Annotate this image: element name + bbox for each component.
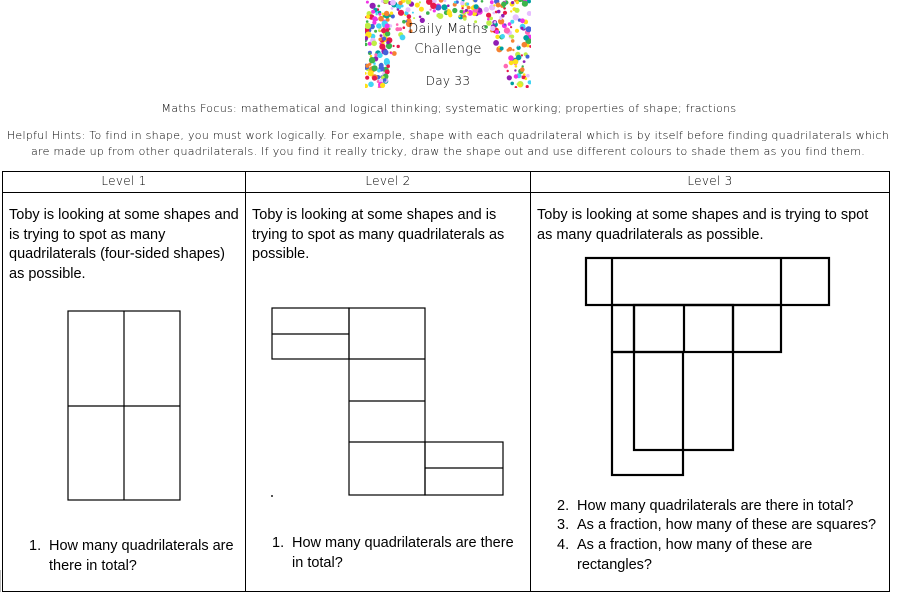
maths-focus-label: Maths Focus: — [161, 102, 237, 115]
helpful-hints-label: Helpful Hints: — [6, 129, 86, 142]
question-number: 4. — [557, 537, 570, 553]
page-edge-mark — [0, 570, 1, 592]
level-2-shape — [272, 308, 503, 495]
level-3-heading: Level 3 — [687, 174, 733, 188]
maths-focus-text: mathematical and logical thinking; systematic working; properties of shape; fractions — [240, 102, 737, 115]
question-number: 3. — [557, 517, 570, 533]
question-number: 2. — [557, 498, 570, 514]
question-text: How many quadrilaterals are there in total? — [577, 498, 854, 514]
level-3-problem: Toby is looking at some shapes and is trying to spot as many quadrilaterals as possible. — [537, 207, 869, 243]
level-1-shape — [68, 311, 180, 500]
helpful-hints-text: To find in shape, you must work logically. For example, shape with each quadrilateral which is by itself before finding quadrilaterals which are made up from other quadrilaterals. If you find it really tricky, draw the shape out and use different colours to shade them as you find them. — [30, 129, 890, 158]
stray-mark — [271, 495, 273, 497]
question-text: As a fraction, how many of these are rectangles? — [577, 537, 813, 573]
question-text: How many quadrilaterals are there in total? — [49, 538, 234, 574]
level-1-problem: Toby is looking at some shapes and is trying to spot as many quadrilaterals (four-sided shapes) as possible. — [9, 207, 239, 282]
title-line-1: Daily Maths — [408, 22, 488, 37]
level-3-shape — [586, 258, 829, 475]
question-number: 1. — [272, 535, 285, 551]
level-2-problem: Toby is looking at some shapes and is trying to spot as many quadrilaterals as possible. — [252, 207, 505, 262]
level-3-question-4 — [557, 536, 887, 576]
level-2-heading: Level 2 — [365, 174, 411, 188]
level-2-question-1 — [272, 534, 524, 574]
question-text: As a fraction, how many of these are squares? — [577, 517, 877, 533]
level-3-question-2 — [557, 497, 887, 517]
level-3-question-3 — [557, 516, 887, 536]
question-text: How many quadrilaterals are there in total? — [292, 535, 514, 571]
level-1-question-1 — [29, 537, 241, 577]
level-1-heading: Level 1 — [101, 174, 147, 188]
question-number: 1. — [29, 538, 42, 554]
day-label: Day 33 — [425, 74, 471, 88]
title-line-2: Challenge — [414, 42, 482, 57]
